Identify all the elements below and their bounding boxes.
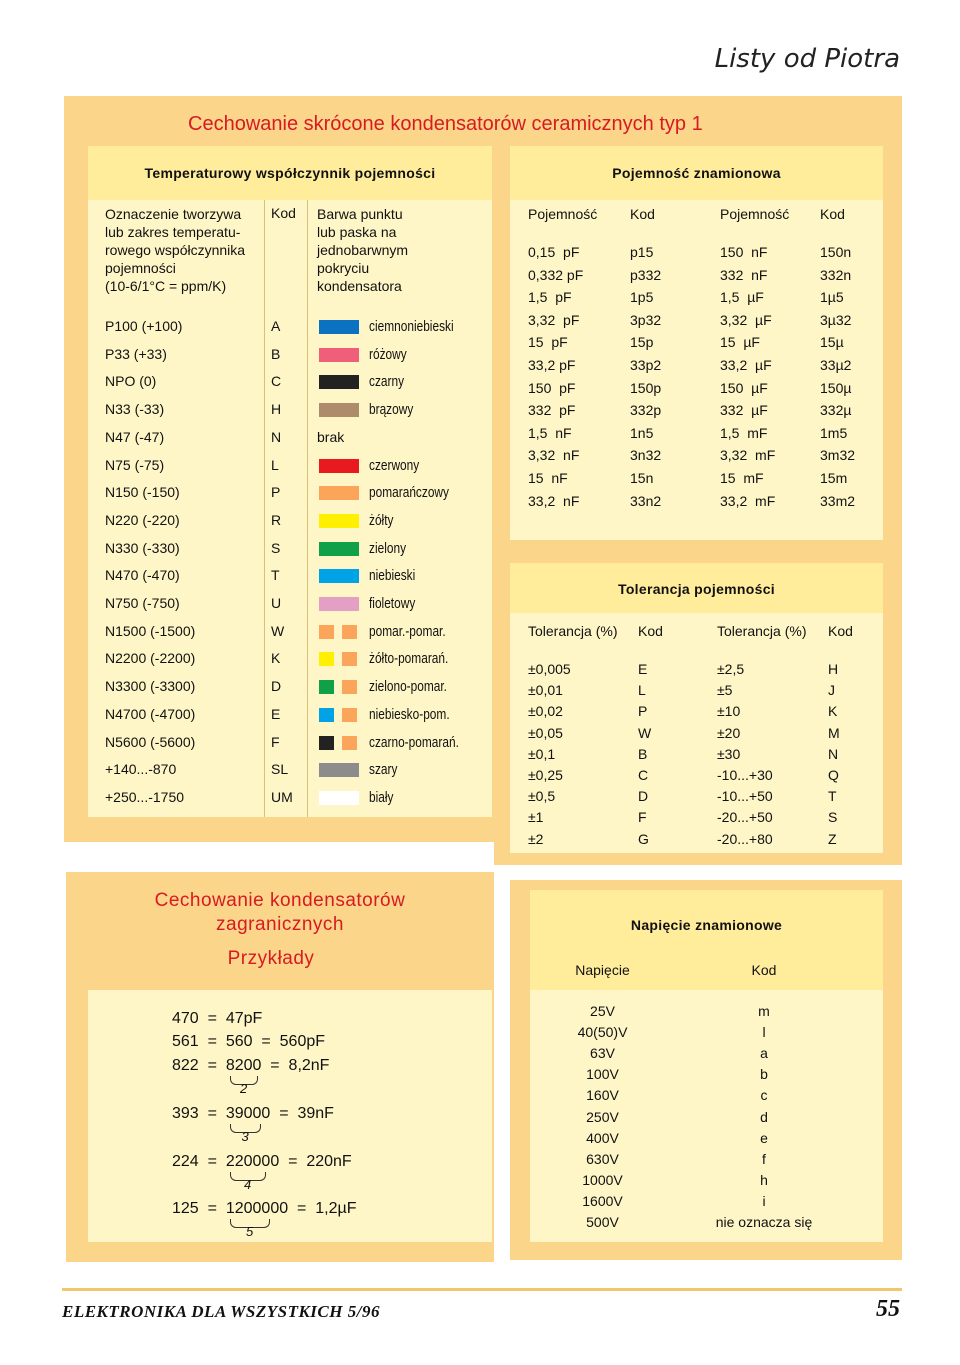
tc-divider-2: [307, 200, 308, 817]
tc-header-material-line: (10-6/1°C = ppm/K): [105, 278, 227, 294]
cap-cell: 3m32: [820, 447, 856, 464]
cap-cell: 332 nF: [720, 266, 768, 283]
tc-material: N75 (-75): [105, 456, 165, 473]
voltage-code: e: [760, 1129, 768, 1146]
tc-material: N750 (-750): [105, 595, 180, 611]
tc-header-material-line: lub zakres temperatu-: [105, 224, 241, 240]
cap-cell: 3,32 mF: [720, 447, 776, 464]
voltage-value: 250V: [586, 1108, 619, 1125]
tc-color-name: niebiesko-pom.: [369, 706, 450, 723]
tc-color-name: ciemnoniebieski: [369, 319, 454, 335]
cap-cell: 1p5: [630, 289, 654, 306]
tc-code: C: [271, 373, 282, 390]
cap-cell: 332 µF: [720, 402, 768, 419]
example-line: 125 = 1200000 = 1,2µF: [172, 1200, 357, 1217]
cap-cell: 15 pF: [528, 334, 568, 351]
tol-cell: S: [828, 809, 838, 826]
color-swatch: [319, 763, 359, 777]
tc-code: A: [271, 318, 281, 334]
tc-color-name: szary: [369, 762, 398, 779]
cap-cell: 3n32: [630, 447, 662, 464]
tol-cell: ±0,05: [528, 724, 563, 741]
color-swatch: [342, 708, 357, 722]
cap-cell: 0,15 pF: [528, 244, 580, 260]
cap-cell: 150 nF: [720, 244, 768, 260]
section2-title-line2: zagranicznych: [216, 914, 344, 935]
tol-cell: ±2: [528, 830, 544, 847]
tc-panel-title: Temperaturowy współczynnik pojemności: [144, 165, 436, 181]
tc-color-name: różowy: [369, 346, 407, 363]
tol-header-cell: Kod: [638, 623, 663, 639]
cap-cell: 150 µF: [720, 379, 768, 396]
tc-code: B: [271, 345, 281, 362]
cap-cell: 332µ: [820, 402, 852, 419]
footer-magazine: ELEKTRONIKA DLA WSZYSTKICH 5/96: [62, 1302, 380, 1321]
tc-material: N470 (-470): [105, 567, 180, 584]
tc-code: S: [271, 539, 281, 556]
tol-header-cell: Tolerancja (%): [717, 623, 807, 639]
cap-cell: 332n: [820, 266, 852, 283]
example-line: 470 = 47pF: [172, 1010, 263, 1027]
tc-material: N47 (-47): [105, 428, 165, 445]
tc-color-name: brązowy: [369, 402, 414, 419]
cap-cell: 33n2: [630, 492, 662, 509]
examples-list: [172, 1010, 472, 1240]
tol-cell: ±30: [717, 745, 741, 762]
tol-cell: G: [638, 830, 649, 847]
cap-cell: 1n5: [630, 424, 654, 441]
cap-panel-title: Pojemność znamionowa: [612, 165, 781, 181]
voltage-code: m: [758, 1003, 770, 1019]
voltage-code: h: [760, 1171, 768, 1188]
tol-cell: E: [638, 661, 648, 677]
cap-cell: 33,2 nF: [528, 492, 580, 509]
cap-header-cell: Pojemność: [528, 206, 598, 222]
cap-cell: 33,2 µF: [720, 357, 772, 373]
tc-code: T: [271, 567, 280, 584]
color-swatch: [319, 459, 359, 473]
voltage-code: i: [762, 1192, 766, 1209]
tol-cell: ±0,25: [528, 767, 563, 783]
cap-cell: 0,332 pF: [528, 266, 584, 283]
tc-divider-1: [264, 200, 265, 817]
tc-header-color-line: pokryciu: [317, 260, 370, 276]
series-title: Listy od Piotra: [714, 44, 900, 74]
cap-cell: 15 mF: [720, 470, 764, 486]
color-swatch: [319, 375, 359, 389]
tol-cell: ±2,5: [717, 661, 745, 677]
tc-color-name: brak: [317, 428, 345, 445]
tc-material: N1500 (-1500): [105, 622, 196, 639]
tc-code: K: [271, 650, 281, 667]
tol-cell: H: [828, 661, 839, 677]
color-swatch: [319, 569, 359, 583]
example-zero-count: 3: [241, 1129, 249, 1144]
color-swatch: [319, 597, 359, 611]
cap-cell: 1,5 mF: [720, 424, 768, 441]
color-swatch: [319, 625, 334, 639]
cap-cell: 150µ: [820, 379, 852, 396]
voltage-code: c: [760, 1087, 768, 1104]
tol-cell: W: [638, 724, 652, 741]
tc-material: N4700 (-4700): [105, 705, 196, 722]
tc-color-name: biały: [369, 789, 394, 806]
footer-rule: [62, 1288, 902, 1291]
tc-color-name: żółty: [369, 512, 394, 529]
cap-cell: 33,2 pF: [528, 357, 576, 373]
section1-title: Cechowanie skrócone kondensatorów ceramicznych typ 1: [188, 113, 703, 135]
tc-material: N330 (-330): [105, 539, 180, 556]
tc-code: N: [271, 428, 282, 445]
voltage-value: 400V: [586, 1129, 619, 1146]
tc-code: P: [271, 484, 281, 501]
tc-color-name: żółto-pomarań.: [369, 651, 449, 668]
cap-cell: 33,2 mF: [720, 492, 776, 509]
color-swatch: [319, 708, 334, 722]
section2-subtitle: Przykłady: [227, 948, 315, 969]
tol-cell: ±0,02: [528, 703, 563, 720]
example-line: 822 = 8200 = 8,2nF: [172, 1057, 330, 1074]
voltage-code: b: [760, 1066, 768, 1083]
tol-cell: C: [638, 767, 649, 783]
color-swatch: [319, 514, 359, 528]
tc-code: D: [271, 678, 282, 695]
voltage-value: 500V: [586, 1214, 619, 1230]
tc-material: P33 (+33): [105, 345, 167, 362]
cap-cell: 3,32 pF: [528, 311, 580, 328]
tc-color-name: pomarańczowy: [369, 485, 449, 502]
voltage-value: 100V: [586, 1066, 619, 1083]
example-zero-count: 4: [244, 1177, 252, 1192]
tol-cell: F: [638, 809, 647, 826]
voltage-code: a: [760, 1045, 768, 1062]
cap-cell: 1,5 µF: [720, 289, 764, 306]
color-swatch: [342, 736, 357, 750]
cap-cell: 150 pF: [528, 379, 576, 396]
color-swatch: [319, 736, 334, 750]
cap-cell: 3µ32: [820, 311, 852, 328]
tol-cell: M: [828, 724, 840, 741]
tol-cell: ±5: [717, 682, 733, 699]
tol-cell: ±0,1: [528, 745, 556, 762]
tol-cell: -10...+30: [717, 767, 773, 783]
tc-header-material-line: pojemności: [105, 260, 176, 276]
cap-cell: 1,5 pF: [528, 289, 572, 306]
tol-cell: ±10: [717, 703, 741, 720]
tc-material: N150 (-150): [105, 484, 180, 501]
tol-cell: -20...+50: [717, 809, 773, 826]
tol-cell: J: [828, 682, 835, 699]
tc-header-material-line: Oznaczenie tworzywa: [105, 206, 242, 222]
tc-header-color-line: lub paska na: [317, 224, 397, 240]
tc-header-code: Kod: [271, 205, 296, 221]
example-line: 224 = 220000 = 220nF: [172, 1153, 352, 1170]
tol-cell: ±1: [528, 809, 544, 826]
tol-header-cell: Kod: [828, 623, 853, 639]
tc-material: +140...-870: [105, 761, 177, 778]
tol-panel-title: Tolerancja pojemności: [618, 581, 775, 597]
tol-cell: N: [828, 745, 839, 762]
tc-code: F: [271, 733, 280, 750]
tc-header-color-line: kondensatora: [317, 278, 402, 294]
color-swatch: [342, 652, 357, 666]
color-swatch: [319, 348, 359, 362]
cap-cell: p15: [630, 244, 654, 260]
tol-cell: -10...+50: [717, 788, 773, 805]
voltage-header-code: Kod: [751, 962, 777, 978]
example-line: 561 = 560 = 560pF: [172, 1033, 326, 1050]
color-swatch: [319, 652, 334, 666]
tc-material: N220 (-220): [105, 511, 180, 528]
example-line: 393 = 39000 = 39nF: [172, 1105, 334, 1122]
tc-code: L: [271, 456, 279, 473]
color-swatch: [342, 680, 357, 694]
cap-cell: p332: [630, 266, 662, 283]
tc-color-name: niebieski: [369, 568, 416, 585]
tc-code: SL: [271, 761, 289, 778]
tc-color-name: pomar.-pomar.: [369, 623, 446, 640]
tc-code: UM: [271, 788, 293, 805]
tc-color-name: zielono-pomar.: [369, 679, 447, 696]
tc-material: NPO (0): [105, 373, 157, 390]
tol-cell: -20...+80: [717, 830, 773, 847]
tc-header-color-line: Barwa punktu: [317, 206, 403, 222]
tol-cell: B: [638, 745, 648, 762]
tol-cell: P: [638, 703, 648, 720]
color-swatch: [319, 403, 359, 417]
color-swatch: [319, 791, 359, 805]
cap-cell: 150n: [820, 244, 852, 260]
cap-header-cell: Kod: [630, 206, 655, 222]
voltage-code: f: [762, 1150, 766, 1167]
tc-header-material: [105, 205, 245, 295]
tol-cell: Z: [828, 830, 837, 847]
section2-title-line1: Cechowanie kondensatorów: [154, 890, 406, 911]
tol-header-cell: Tolerancja (%): [528, 623, 618, 639]
cap-cell: 1µ5: [820, 289, 844, 306]
voltage-code: nie oznacza się: [715, 1214, 813, 1230]
tc-material: N2200 (-2200): [105, 650, 196, 667]
footer-page-number: 55: [876, 1296, 900, 1322]
voltage-value: 160V: [586, 1087, 619, 1104]
voltage-value: 40(50)V: [577, 1024, 628, 1041]
cap-cell: 1,5 nF: [528, 424, 572, 441]
cap-cell: 33m2: [820, 492, 856, 509]
voltage-value: 1000V: [582, 1171, 623, 1188]
tc-color-name: czarno-pomarań.: [369, 734, 459, 751]
color-swatch: [319, 680, 334, 694]
cap-cell: 332 pF: [528, 402, 576, 419]
example-zero-count: 5: [246, 1224, 254, 1239]
cap-cell: 15µ: [820, 334, 844, 351]
tc-code: E: [271, 705, 281, 722]
color-swatch: [319, 486, 359, 500]
cap-cell: 33µ2: [820, 357, 852, 373]
voltage-value: 63V: [590, 1045, 615, 1062]
tc-code: U: [271, 595, 282, 611]
color-swatch: [319, 320, 359, 334]
cap-cell: 15 nF: [528, 470, 568, 486]
tc-material: N5600 (-5600): [105, 733, 196, 750]
color-swatch: [342, 625, 357, 639]
tc-header-material-line: rowego współczynnika: [105, 242, 246, 258]
tol-cell: Q: [828, 767, 839, 783]
cap-cell: 3,32 µF: [720, 311, 772, 328]
tc-material: N3300 (-3300): [105, 678, 196, 695]
example-zero-count: 2: [240, 1081, 248, 1096]
cap-cell: 332p: [630, 402, 662, 419]
tol-cell: T: [828, 788, 837, 805]
tol-cell: L: [638, 682, 646, 699]
tc-material: N33 (-33): [105, 401, 165, 418]
voltage-code: d: [760, 1108, 768, 1125]
tc-header-color: [317, 205, 408, 295]
tol-cell: D: [638, 788, 649, 805]
tol-cell: ±0,01: [528, 682, 563, 699]
cap-cell: 15 µF: [720, 334, 760, 351]
voltage-code: l: [762, 1024, 766, 1041]
tc-code: W: [271, 622, 285, 639]
cap-cell: 15n: [630, 470, 654, 486]
cap-cell: 33p2: [630, 357, 662, 373]
voltage-header-voltage: Napięcie: [575, 962, 630, 978]
voltage-value: 1600V: [582, 1192, 623, 1209]
cap-cell: 1m5: [820, 424, 848, 441]
tc-code: H: [271, 401, 282, 418]
cap-cell: 3p32: [630, 311, 662, 328]
tc-material: P100 (+100): [105, 318, 183, 334]
voltage-panel-title: Napięcie znamionowe: [630, 917, 783, 933]
tol-cell: ±0,5: [528, 788, 556, 805]
tol-cell: ±20: [717, 724, 741, 741]
voltage-value: 630V: [586, 1150, 619, 1167]
cap-header-cell: Pojemność: [720, 206, 790, 222]
tc-color-name: czerwony: [369, 457, 420, 474]
tc-color-name: zielony: [369, 540, 407, 557]
tol-cell: ±0,005: [528, 661, 571, 677]
cap-cell: 15p: [630, 334, 654, 351]
tc-color-name: czarny: [369, 374, 405, 391]
cap-cell: 3,32 nF: [528, 447, 580, 464]
color-swatch: [319, 542, 359, 556]
cap-cell: 15m: [820, 470, 848, 486]
tc-material: +250...-1750: [105, 788, 185, 805]
cap-header-cell: Kod: [820, 206, 845, 222]
cap-cell: 150p: [630, 379, 662, 396]
voltage-value: 25V: [590, 1003, 615, 1019]
tc-header-color-line: jednobarwnym: [317, 242, 409, 258]
tol-cell: K: [828, 703, 838, 720]
tc-code: R: [271, 511, 282, 528]
tc-color-name: fioletowy: [369, 596, 416, 612]
